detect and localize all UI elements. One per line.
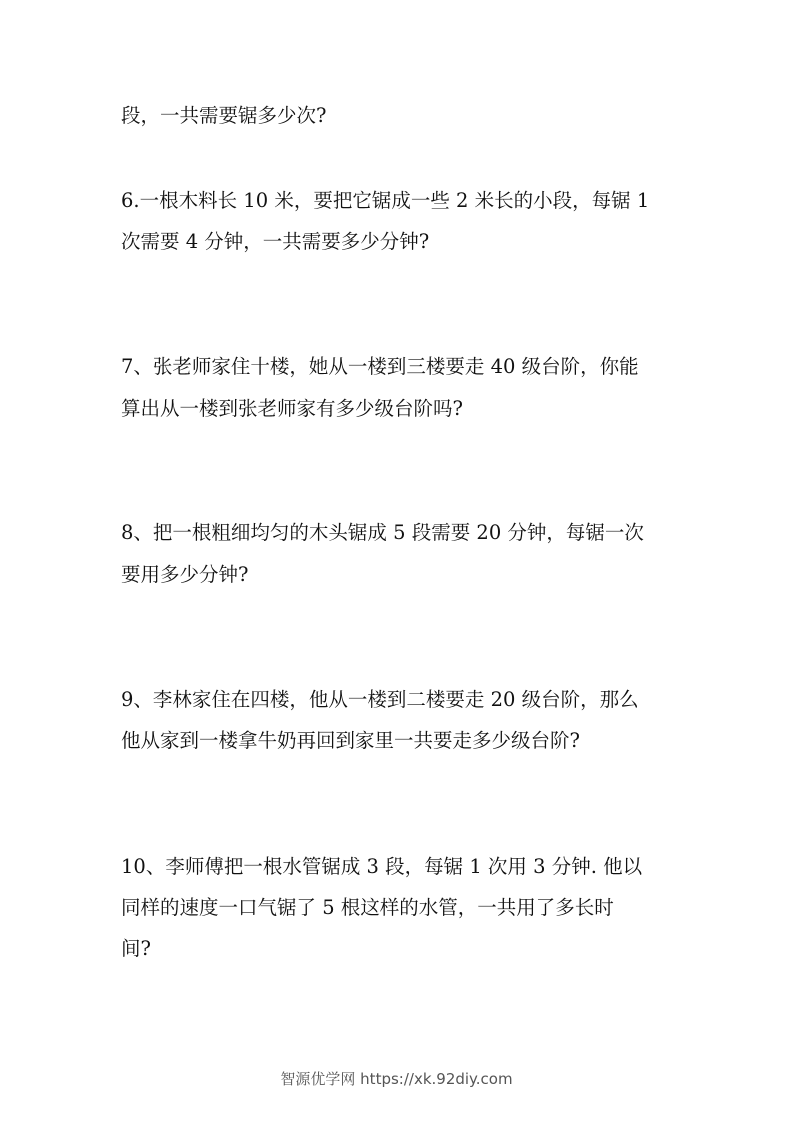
- question-8-line-2: 要用多少分钟?: [121, 563, 249, 586]
- question-10-line-3: 间?: [121, 937, 151, 960]
- question-7-line-1: 7、张老师家住十楼，她从一楼到三楼要走 40 级台阶，你能: [121, 355, 639, 378]
- footer-watermark: 智源优学网 https://xk.92diy.com: [280, 1070, 513, 1088]
- question-6-line-2: 次需要 4 分钟，一共需要多少分钟?: [121, 230, 430, 253]
- question-6-line-1: 6.一根木料长 10 米，要把它锯成一些 2 米长的小段，每锯 1: [121, 189, 650, 212]
- question-10-line-2: 同样的速度一口气锯了 5 根这样的水管，一共用了多长时: [121, 896, 614, 919]
- question-9-line-2: 他从家到一楼拿牛奶再回到家里一共要走多少级台阶?: [121, 729, 580, 752]
- question-5-line-end: 段，一共需要锯多少次?: [121, 104, 327, 127]
- question-8-line-1: 8、把一根粗细均匀的木头锯成 5 段需要 20 分钟，每锯一次: [121, 521, 644, 544]
- question-9-line-1: 9、李林家住在四楼，他从一楼到二楼要走 20 级台阶，那么: [121, 688, 639, 711]
- question-10-line-1: 10、李师傅把一根水管锯成 3 段，每锯 1 次用 3 分钟. 他以: [121, 855, 643, 878]
- question-7-line-2: 算出从一楼到张老师家有多少级台阶吗?: [121, 397, 463, 420]
